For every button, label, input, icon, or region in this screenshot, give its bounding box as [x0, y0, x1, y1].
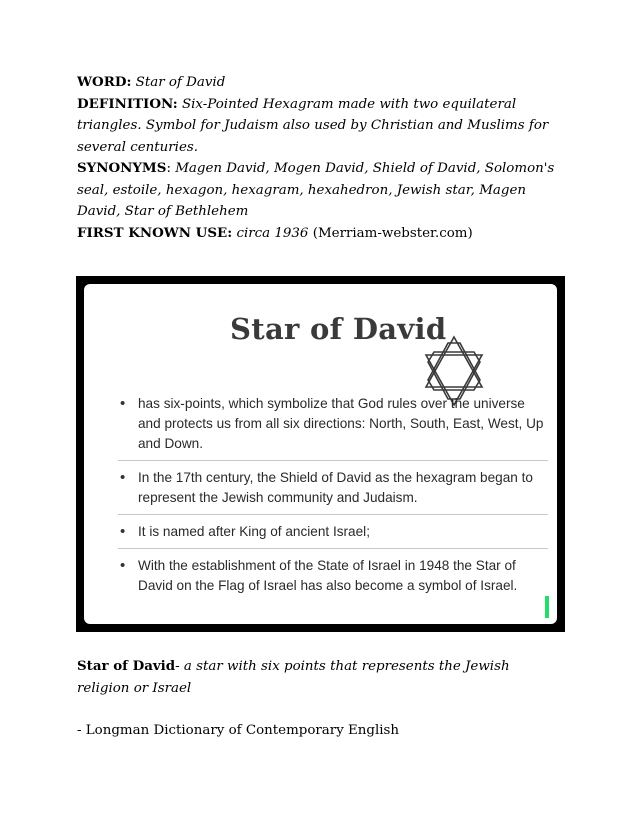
slide-bullet-list — [118, 394, 548, 609]
synonyms-colon: : — [166, 161, 171, 176]
definition-line — [77, 94, 557, 159]
word-line — [77, 72, 557, 94]
definition-label: DEFINITION: — [77, 95, 178, 112]
definition-text: a star with six points that represents the Jewish religion or Israel — [77, 659, 510, 696]
synonyms-label: SYNONYMS — [77, 160, 167, 176]
first-use-line — [77, 223, 557, 245]
dictionary-entry — [77, 72, 557, 244]
slide-title: Star of David — [230, 312, 447, 346]
first-use-source: (Merriam-webster.com) — [312, 225, 473, 241]
slide-bullet: • It is named after King of ancient Israel; — [118, 522, 548, 549]
slide-image-frame — [76, 276, 565, 632]
slide-image — [84, 284, 557, 624]
source-citation: - Longman Dictionary of Contemporary English — [77, 723, 400, 738]
slide-bullet: • With the establishment of the State of Israel in 1948 the Star of David on the Flag of Israel has also become a symbol of Israel. — [118, 556, 548, 602]
definition-dash: - — [175, 659, 180, 674]
word-label: WORD: — [77, 74, 132, 90]
slide-bullet: • In the 17th century, the Shield of David as the hexagram began to represent the Jewish community and Judaism. — [118, 468, 548, 515]
slide-bullet: • has six-points, which symbolize that God rules over the universe and protects us from all six directions: North, South, East, West, Up and Down. — [118, 394, 548, 461]
first-use-value: circa 1936 — [236, 225, 309, 241]
first-use-label: FIRST KNOWN USE: — [77, 224, 233, 241]
definition-term: Star of David — [77, 658, 176, 674]
longman-definition — [77, 656, 557, 699]
word-value: Star of David — [135, 75, 226, 90]
synonyms-value: Magen David, Mogen David, Shield of David, Solomon's seal, estoile, hexagon, hexagram, hexahedron, Jewish star, Magen David, Star of Bethlehem — [77, 161, 555, 219]
definition-value: Six-Pointed Hexagram made with two equilateral triangles. Symbol for Judaism also used by Christian and Muslims for several centuries. — [77, 96, 549, 155]
synonyms-line — [77, 158, 557, 223]
green-accent-mark — [545, 596, 549, 618]
